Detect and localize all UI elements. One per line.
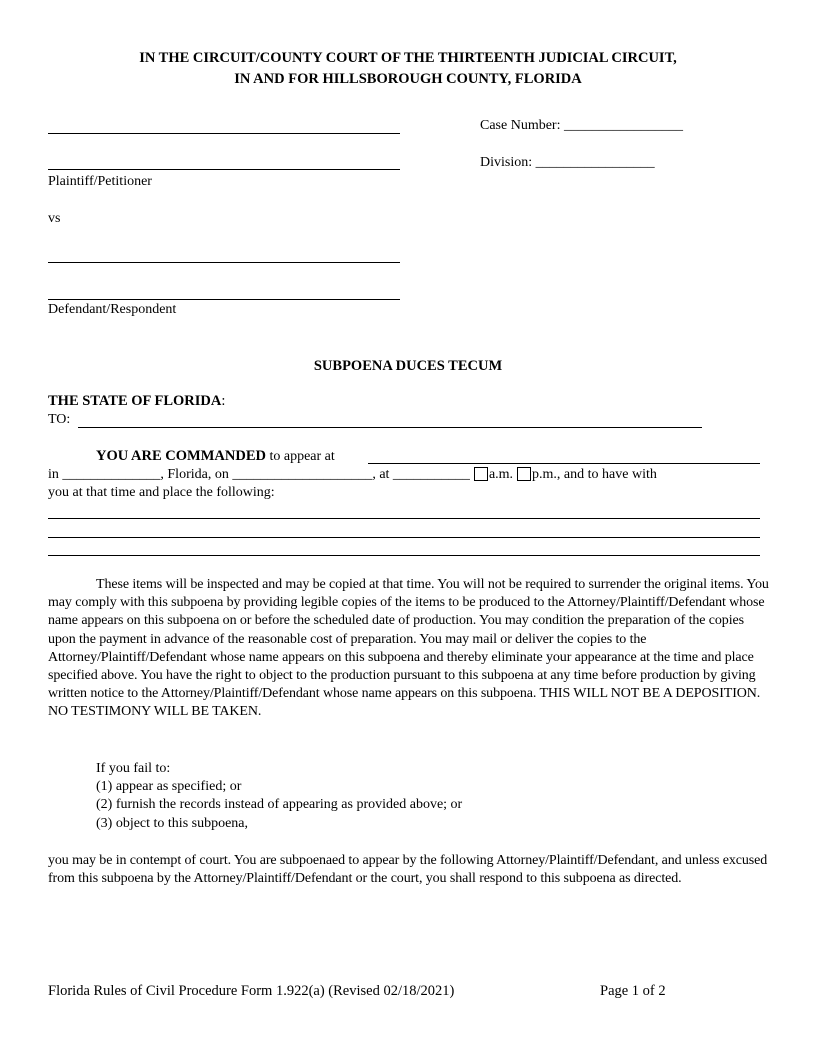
am-checkbox[interactable] — [474, 467, 488, 481]
am-label: a.m. — [488, 467, 514, 482]
vs-label: vs — [48, 211, 61, 226]
items-line-1[interactable] — [48, 518, 760, 519]
contempt-paragraph: you may be in contempt of court. You are subpoenaed to appear by the following Attorney/Plaintiff/Defendant, and unless excused from this subpoena by the Attorney/Plaintiff/Defendant or the court, you shall respond to this subpoena as directed. — [48, 853, 768, 887]
command-line-2 — [48, 466, 657, 484]
plaintiff-line-2[interactable] — [48, 169, 400, 170]
to-label: TO: — [48, 412, 71, 427]
items-line-3[interactable] — [48, 555, 760, 556]
date-time-fields[interactable]: in ______________, Florida, on ____________________, at ___________ — [48, 467, 470, 482]
defendant-label: Defendant/Respondent — [48, 302, 177, 317]
state-colon: : — [221, 393, 226, 409]
fail-item: (1) appear as specified; or — [96, 779, 242, 794]
inspection-paragraph: These items will be inspected and may be copied at that time. You will not be required to surrender the original items. You may comply with this subpoena by providing legible copies of the items to be produced to the Attorney/Plaintiff/Defendant whose name appears on this subpoena on or before the scheduled date of production. You may condition the preparation of the copies upon the payment in advance of the reasonable cost of preparation. You may mail or deliver the copies to the Attorney/Plaintiff/Defendant whose name appears on this subpoena and thereby eliminate your appearance at the time and place specified above. You have the right to object to the production pursuant to this subpoena at any time before production by giving written notice to the Attorney/Plaintiff/Defendant whose name appears on this subpoena. THIS WILL NOT BE A DEPOSITION. NO TESTIMONY WILL BE TAKEN. — [48, 577, 769, 720]
case-number-field[interactable]: Case Number: _________________ — [480, 118, 683, 133]
court-heading-line-2: IN AND FOR HILLSBOROUGH COUNTY, FLORIDA — [234, 71, 582, 87]
appear-location-line[interactable] — [368, 463, 760, 464]
items-line-2[interactable] — [48, 537, 760, 538]
command-bold: YOU ARE COMMANDED — [96, 448, 266, 464]
command-line-3: you at that time and place the following: — [48, 485, 275, 500]
pm-label: p.m., and to have with — [532, 467, 657, 482]
pm-checkbox[interactable] — [517, 467, 531, 481]
court-heading-line-1: IN THE CIRCUIT/COUNTY COURT OF THE THIRTEENTH JUDICIAL CIRCUIT, — [139, 50, 677, 66]
defendant-line-1[interactable] — [48, 262, 400, 263]
fail-intro: If you fail to: — [96, 761, 171, 776]
division-field[interactable]: Division: _________________ — [480, 155, 655, 170]
state-label: THE STATE OF FLORIDA — [48, 393, 222, 409]
fail-item: (2) furnish the records instead of appearing as provided above; or — [96, 797, 463, 812]
plaintiff-label: Plaintiff/Petitioner — [48, 174, 152, 189]
state-heading — [48, 392, 225, 410]
defendant-line-2[interactable] — [48, 299, 400, 300]
command-appear-at: to appear at — [265, 449, 335, 464]
fail-item: (3) object to this subpoena, — [96, 816, 249, 831]
plaintiff-line-1[interactable] — [48, 133, 400, 134]
to-recipient-line[interactable] — [78, 427, 702, 428]
document-title: SUBPOENA DUCES TECUM — [313, 358, 503, 374]
page-number: Page 1 of 2 — [600, 983, 666, 999]
form-label: Florida Rules of Civil Procedure Form 1.922(a) (Revised 02/18/2021) — [48, 983, 455, 999]
command-line-1 — [96, 447, 335, 466]
